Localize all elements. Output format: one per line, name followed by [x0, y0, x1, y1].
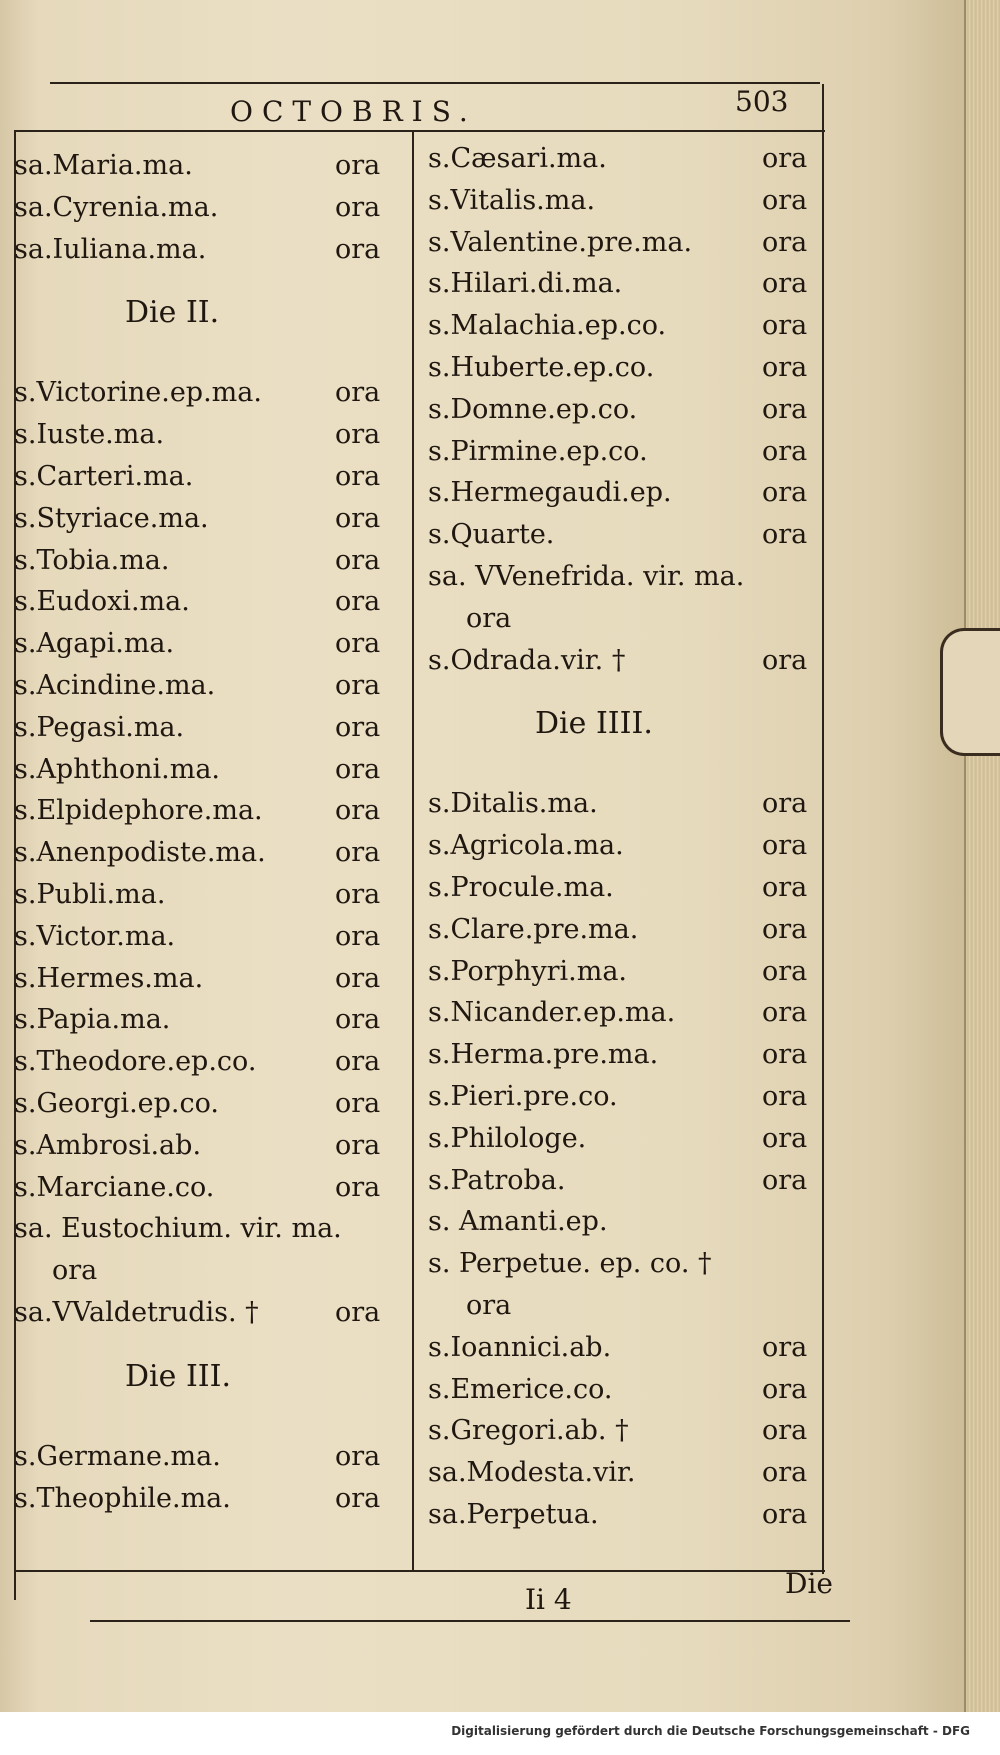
- saint-name: s.Publi.ma.: [14, 879, 166, 910]
- saint-name: s. Perpetue. ep. co. †: [428, 1248, 712, 1280]
- ora-response: ora: [335, 962, 381, 994]
- ora-response: ora: [335, 1440, 381, 1472]
- saint-name: s.Acindine.ma.: [14, 670, 216, 701]
- ora-response: ora: [335, 150, 381, 181]
- saint-name: s.Cæsari.ma.: [428, 143, 607, 174]
- ora-response: ora: [335, 419, 381, 451]
- saint-name: s.Domne.ep.co.: [428, 393, 638, 425]
- page-edges: [964, 0, 1000, 1712]
- signature-mark: Ii 4: [525, 1583, 572, 1616]
- saint-name: s.Porphyri.ma.: [428, 955, 628, 987]
- top-rule: [50, 82, 820, 84]
- saint-name: s.Ioannici.ab.: [428, 1331, 612, 1363]
- saint-name: s.Procule.ma.: [428, 872, 614, 903]
- saint-name: s.Tobia.ma.: [14, 544, 170, 576]
- ora-response: ora: [335, 377, 381, 409]
- scan-footer: [0, 1712, 1000, 1755]
- ora-response: ora: [335, 920, 381, 952]
- ora-response: ora: [762, 1373, 808, 1405]
- saint-name: s.Pegasi.ma.: [14, 711, 185, 743]
- ora-response: ora: [335, 502, 381, 534]
- bottom-rule: [15, 1570, 825, 1572]
- saint-name: s.Nicander.ep.ma.: [428, 997, 676, 1029]
- saint-name: s.Odrada.vir. †: [428, 644, 626, 676]
- saint-name: s.Herma.pre.ma.: [428, 1039, 659, 1071]
- saint-name: s.Huberte.ep.co.: [428, 352, 655, 383]
- saint-name: s.Clare.pre.ma.: [428, 913, 639, 945]
- saint-name: s.Iuste.ma.: [14, 419, 165, 451]
- ora-response: ora: [762, 872, 808, 903]
- saint-name: sa.Maria.ma.: [14, 150, 193, 181]
- lower-rule: [90, 1620, 850, 1622]
- ora-response: ora: [335, 233, 381, 265]
- saint-name: s.Hilari.di.ma.: [428, 268, 623, 300]
- saint-name: s. Amanti.ep.: [428, 1206, 608, 1238]
- saint-name: s.Georgi.ep.co.: [14, 1088, 219, 1119]
- day-heading: Die II.: [125, 295, 220, 331]
- saint-name: s.Elpidephore.ma.: [14, 795, 263, 827]
- saint-name: sa. Eustochium. vir. ma.: [14, 1213, 342, 1245]
- ora-response: ora: [762, 352, 808, 383]
- saint-name: s.Germane.ma.: [14, 1440, 221, 1472]
- column-divider: [412, 132, 414, 1572]
- saint-name: s.Gregori.ab. †: [428, 1415, 629, 1447]
- saint-name: s.Agricola.ma.: [428, 830, 624, 862]
- ora-response: ora: [762, 955, 808, 987]
- saint-name: ora: [466, 1290, 512, 1321]
- day-heading: Die IIII.: [535, 706, 653, 742]
- ora-response: ora: [762, 997, 808, 1029]
- ora-response: ora: [335, 753, 381, 785]
- ora-response: ora: [335, 628, 381, 660]
- ora-response: ora: [335, 1004, 381, 1036]
- saint-name: ora: [466, 602, 512, 634]
- ora-response: ora: [335, 1046, 381, 1078]
- saint-name: s.Marciane.co.: [14, 1171, 215, 1203]
- ora-response: ora: [762, 143, 808, 174]
- saint-name: s.Aphthoni.ma.: [14, 753, 220, 785]
- saint-name: s.Hermegaudi.ep.: [428, 477, 672, 509]
- day-heading: Die III.: [125, 1358, 232, 1394]
- ora-response: ora: [762, 913, 808, 945]
- ora-response: ora: [335, 837, 381, 869]
- ora-response: ora: [335, 1129, 381, 1161]
- ora-response: ora: [762, 788, 808, 820]
- ora-response: ora: [762, 1122, 808, 1154]
- scan-credit: Digitalisierung gefördert durch die Deutsche Forschungsgemeinschaft - DFG: [451, 1724, 970, 1738]
- saint-name: s.Pirmine.ep.co.: [428, 435, 648, 467]
- saint-name: sa.VValdetrudis. †: [14, 1297, 259, 1328]
- ora-response: ora: [335, 586, 381, 618]
- ora-response: ora: [335, 191, 381, 223]
- header-rule: [15, 130, 825, 132]
- saint-name: s.Pieri.pre.co.: [428, 1081, 618, 1112]
- ora-response: ora: [335, 670, 381, 701]
- saint-name: s.Victor.ma.: [14, 920, 176, 952]
- ora-response: ora: [335, 1482, 381, 1514]
- ora-response: ora: [762, 1415, 808, 1447]
- ora-response: ora: [762, 393, 808, 425]
- ora-response: ora: [762, 1499, 808, 1530]
- running-head: OCTOBRIS.: [230, 95, 477, 128]
- ora-response: ora: [335, 1297, 381, 1328]
- ora-response: ora: [762, 519, 808, 551]
- page-number: 503: [735, 85, 789, 118]
- saint-name: s.Agapi.ma.: [14, 628, 175, 660]
- saint-name: s.Theodore.ep.co.: [14, 1046, 257, 1078]
- saint-name: s.Ditalis.ma.: [428, 788, 598, 820]
- saint-name: s.Victorine.ep.ma.: [14, 377, 262, 409]
- saint-name: ora: [52, 1255, 98, 1287]
- saint-name: s.Theophile.ma.: [14, 1482, 231, 1514]
- ora-response: ora: [762, 1164, 808, 1196]
- ora-response: ora: [762, 310, 808, 342]
- ora-response: ora: [335, 879, 381, 910]
- saint-name: s.Philologe.: [428, 1122, 587, 1154]
- saint-name: s.Carteri.ma.: [14, 461, 194, 492]
- saint-name: s.Ambrosi.ab.: [14, 1129, 202, 1161]
- ora-response: ora: [762, 435, 808, 467]
- ora-response: ora: [335, 711, 381, 743]
- saint-name: s.Papia.ma.: [14, 1004, 171, 1036]
- ora-response: ora: [762, 644, 808, 676]
- ora-response: ora: [335, 461, 381, 492]
- saint-name: s.Malachia.ep.co.: [428, 310, 667, 342]
- ora-response: ora: [335, 1171, 381, 1203]
- ora-response: ora: [762, 477, 808, 509]
- saint-name: s.Styriace.ma.: [14, 502, 209, 534]
- saint-name: s.Patroba.: [428, 1164, 566, 1196]
- ora-response: ora: [335, 795, 381, 827]
- saint-name: s.Quarte.: [428, 519, 555, 551]
- saint-name: s.Anenpodiste.ma.: [14, 837, 266, 869]
- ora-response: ora: [762, 1039, 808, 1071]
- saint-name: s.Vitalis.ma.: [428, 184, 596, 216]
- ora-response: ora: [762, 226, 808, 258]
- catchword: Die: [785, 1567, 833, 1600]
- ora-response: ora: [335, 544, 381, 576]
- saint-name: s.Hermes.ma.: [14, 962, 204, 994]
- ora-response: ora: [762, 830, 808, 862]
- right-border: [822, 84, 824, 1574]
- saint-name: s.Emerice.co.: [428, 1373, 613, 1405]
- saint-name: s.Eudoxi.ma.: [14, 586, 190, 618]
- ora-response: ora: [762, 1081, 808, 1112]
- ora-response: ora: [762, 1457, 808, 1489]
- saint-name: sa.Perpetua.: [428, 1499, 599, 1530]
- saint-name: sa.Iuliana.ma.: [14, 233, 207, 265]
- ora-response: ora: [762, 268, 808, 300]
- ora-response: ora: [762, 1331, 808, 1363]
- saint-name: sa.Modesta.vir.: [428, 1457, 636, 1489]
- saint-name: s.Valentine.pre.ma.: [428, 226, 693, 258]
- ora-response: ora: [762, 184, 808, 216]
- saint-name: sa.Cyrenia.ma.: [14, 191, 219, 223]
- ora-response: ora: [335, 1088, 381, 1119]
- saint-name: sa. VVenefrida. vir. ma.: [428, 561, 745, 592]
- page-tab: [940, 628, 1000, 756]
